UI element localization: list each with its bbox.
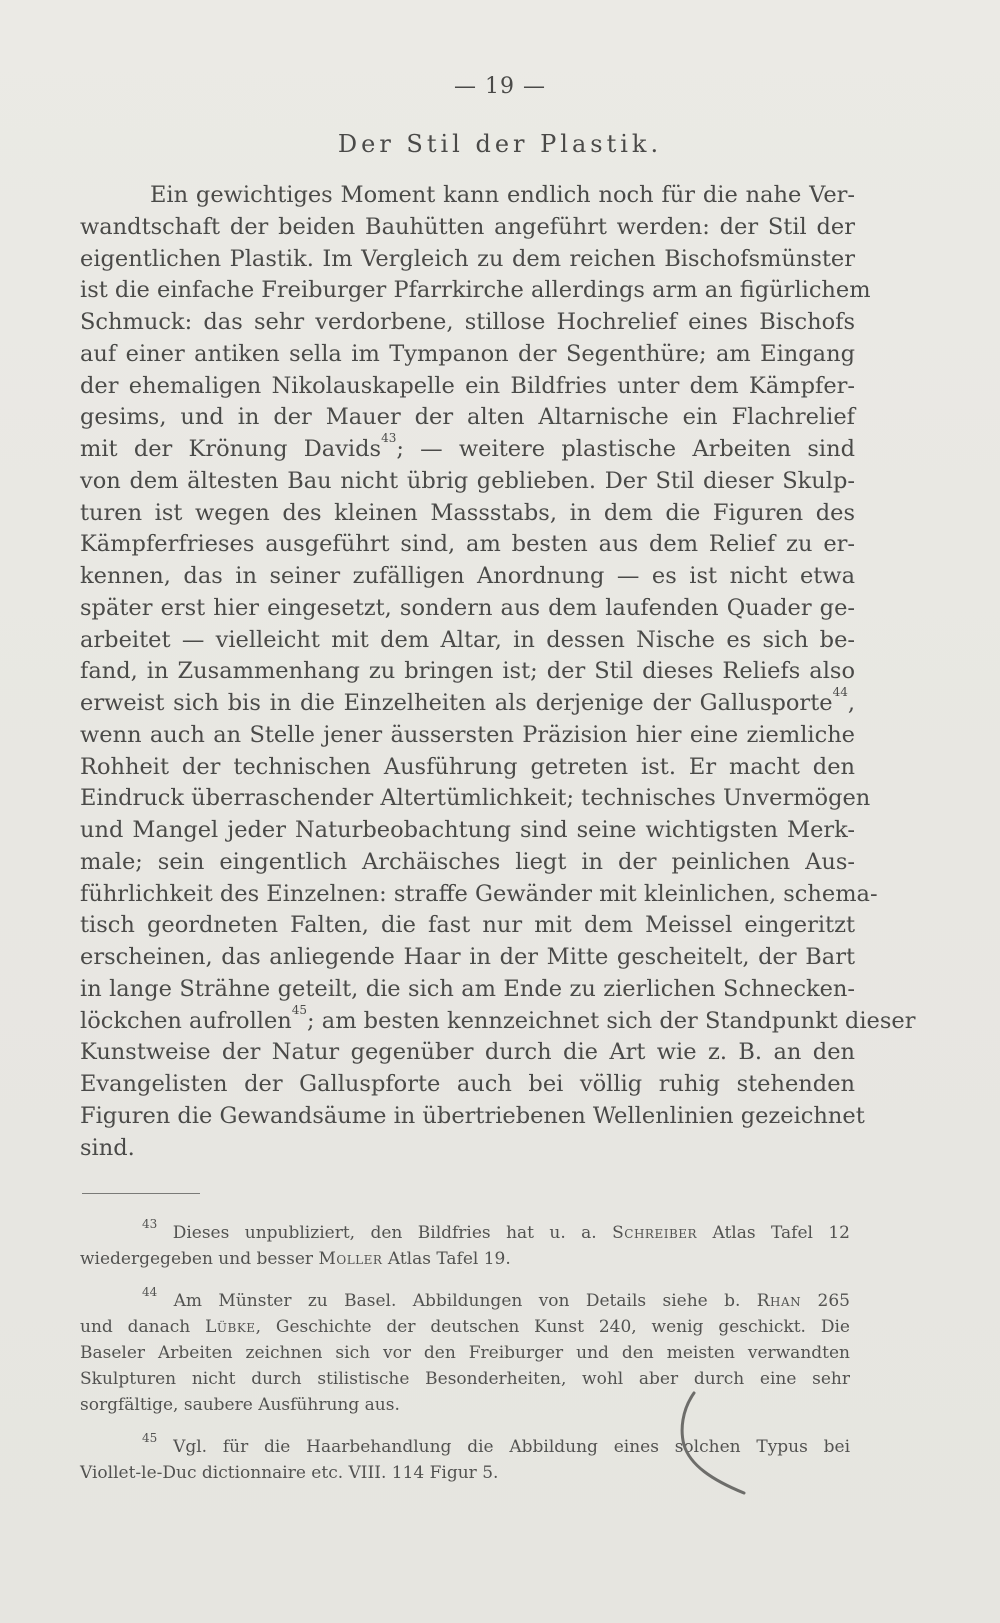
body-line-text: mit der Krönung Davids (80, 436, 382, 462)
footnote-line (80, 1217, 850, 1246)
body-line: Evangelisten der Galluspforte auch bei völlig ruhig stehenden (80, 1071, 855, 1097)
body-line: eigentlichen Plastik. Im Vergleich zu dem reichen Bischofsmünster (80, 245, 855, 272)
footnote-line (80, 1246, 850, 1272)
body-line: erscheinen, das anliegende Haar in der Mitte gescheitelt, der Bart (80, 944, 855, 970)
body-line: Eindruck überraschender Altertümlichkeit; technisches Unvermögen (80, 785, 871, 812)
body-line: arbeitet — vielleicht mit dem Altar, in dessen Nische es sich be- (80, 626, 855, 653)
page-number: — 19 — (454, 74, 546, 99)
body-line: kennen, das in seiner zufälligen Anordnung — es ist nicht etwa (80, 563, 855, 589)
body-line-text: ; am besten kennzeichnet sich der Standpunkt dieser (307, 1007, 916, 1034)
body-line: auf einer antiken sella im Tympanon der Segenthüre; am Eingang (80, 340, 855, 367)
footnote-text: wiedergegeben und besser (80, 1249, 319, 1269)
footnote-text: Am Münster zu Basel. Abbildungen von Details siehe b. (173, 1291, 757, 1311)
footnote-number: 45 (142, 1431, 158, 1445)
footnote-text: 265 (801, 1291, 850, 1311)
footnote-text: Vgl. für die Haarbehandlung die Abbildung eines solchen Typus bei (173, 1437, 851, 1457)
body-line: wandtschaft der beiden Bauhütten angeführt werden: der Stil der (80, 213, 855, 240)
body-line: turen ist wegen des kleinen Massstabs, in dem die Figuren des (80, 499, 855, 526)
body-line: Ein gewichtiges Moment kann endlich noch für die nahe Ver- (150, 182, 855, 208)
section-heading: Der Stil der Plastik. (337, 130, 663, 158)
body-line: ist die einfache Freiburger Pfarrkirche allerdings arm an figürlichem (80, 277, 871, 304)
body-line-text: , (847, 690, 855, 716)
footnote-separator (82, 1193, 200, 1194)
body-line: Figuren die Gewandsäume in übertriebenen Wellenlinien gezeichnet (80, 1102, 865, 1129)
footnote-text: Viollet-le-Duc dictionnaire etc. VIII. 114 Figur 5. (80, 1463, 499, 1483)
body-line: wenn auch an Stelle jener äussersten Präzision hier eine ziemliche (80, 721, 855, 748)
footnote-text: Skulpturen nicht durch stilistische Besonderheiten, wohl aber durch eine sehr (80, 1369, 850, 1389)
body-line: der ehemaligen Nikolauskapelle ein Bildfries unter dem Kämpfer- (80, 372, 855, 399)
body-line-text: löckchen aufrollen (80, 1007, 292, 1034)
footnote-reference[interactable]: 43 (381, 431, 397, 445)
body-line: fand, in Zusammenhang zu bringen ist; der Stil dieses Reliefs also (80, 658, 855, 685)
footnote-reference[interactable]: 44 (832, 685, 848, 699)
pencil-mark-icon (672, 1385, 762, 1495)
body-line: male; sein eingentlich Archäisches liegt in der peinlichen Aus- (80, 848, 855, 875)
footnote-text: und danach (80, 1317, 206, 1337)
body-line: Kunstweise der Natur gegenüber durch die Art wie z. B. an den (80, 1039, 855, 1066)
footnote-text: Atlas Tafel 19. (382, 1249, 511, 1269)
body-line: Kämpferfrieses ausgeführt sind, am besten aus dem Relief zu er- (80, 531, 855, 558)
body-line: später erst hier eingesetzt, sondern aus dem laufenden Quader ge- (80, 594, 855, 621)
footnote-text: sorgfältige, saubere Ausführung aus. (80, 1395, 400, 1415)
footnote-text: Baseler Arbeiten zeichnen sich vor den Freiburger und den meisten verwandten (80, 1343, 850, 1363)
body-line (80, 1002, 916, 1038)
body-line: von dem ältesten Bau nicht übrig geblieben. Der Stil dieser Skulp- (80, 467, 855, 494)
body-line (80, 685, 855, 720)
author-name: Rhan (756, 1291, 802, 1311)
body-line: Schmuck: das sehr verdorbene, stillose Hochrelief eines Bischofs (80, 309, 855, 335)
author-name: Moller (318, 1249, 383, 1269)
body-line: in lange Strähne geteilt, die sich am Ende zu zierlichen Schnecken- (80, 975, 855, 1002)
footnote-text: Atlas Tafel 12 (697, 1223, 850, 1243)
footnote-reference[interactable]: 45 (291, 1002, 308, 1017)
body-line: sind. (80, 1134, 135, 1161)
footnote-number: 43 (142, 1217, 158, 1231)
body-line: führlichkeit des Einzelnen: straffe Gewänder mit kleinlichen, schema- (80, 880, 878, 907)
body-line: tisch geordneten Falten, die fast nur mit dem Meissel eingeritzt (80, 912, 855, 939)
footnote-43 (80, 1217, 850, 1272)
body-line: gesims, und in der Mauer der alten Altarnische ein Flachrelief (80, 404, 855, 431)
footnote-line (80, 1340, 850, 1366)
body-paragraph (80, 180, 916, 1164)
footnote-number: 44 (142, 1285, 158, 1299)
body-line-text: ; — weitere plastische Arbeiten sind (396, 436, 855, 462)
footnote-text: , Geschichte der deutschen Kunst 240, wenig geschickt. Die (255, 1317, 850, 1337)
footnote-text: Dieses unpubliziert, den Bildfries hat u. a. (172, 1223, 613, 1243)
body-line-text: erweist sich bis in die Einzelheiten als derjenige der Gallusporte (80, 690, 833, 716)
author-name: Schreiber (612, 1223, 698, 1243)
author-name: Lübke (205, 1317, 256, 1337)
footnote-line (80, 1285, 850, 1314)
footnote-line (80, 1314, 850, 1340)
body-line: und Mangel jeder Naturbeobachtung sind seine wichtigsten Merk- (80, 817, 855, 843)
body-line: Rohheit der technischen Ausführung getreten ist. Er macht den (80, 753, 855, 780)
body-line (80, 431, 855, 466)
